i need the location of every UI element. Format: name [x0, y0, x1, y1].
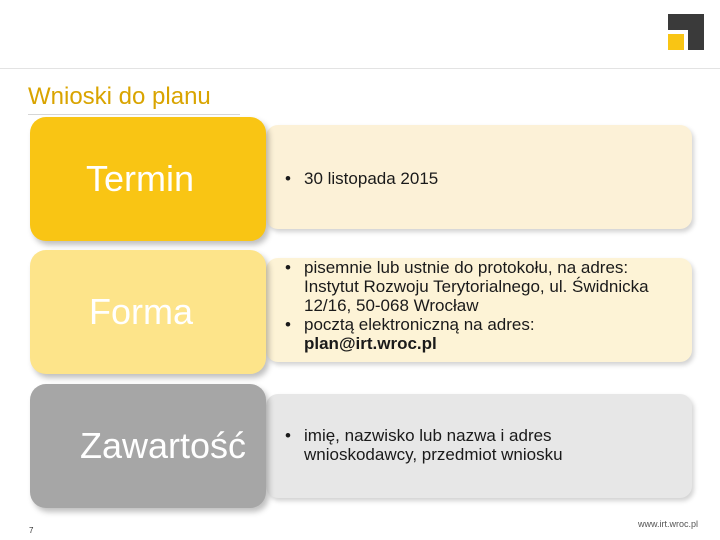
list-item: • pisemnie lub ustnie do protokołu, na adres: Instytut Rozwoju Terytorialnego, ul. Świdnicka 12/16, 50-068 Wrocław	[284, 258, 669, 315]
label-tile-forma	[30, 250, 266, 374]
bullet-list-zawartosc	[284, 426, 654, 464]
list-item: • imię, nazwisko lub nazwa i adres wnioskodawcy, przedmiot wniosku	[284, 426, 654, 464]
label-termin: Termin	[85, 158, 195, 199]
label-tile-zawartosc	[30, 384, 266, 508]
label-forma: Forma	[88, 291, 193, 332]
title-underline	[28, 114, 240, 115]
list-item: • 30 listopada 2015	[284, 169, 664, 188]
brand-logo-icon	[668, 14, 704, 50]
bullet-list-forma	[284, 258, 669, 353]
label-zawartosc: Zawartość	[79, 425, 247, 466]
slide-title: Wnioski do planu	[28, 83, 211, 110]
page-number: 7	[29, 526, 34, 535]
label-tile-termin	[30, 117, 266, 241]
email-address: plan@irt.wroc.pl	[304, 334, 437, 353]
bullet-list-termin	[284, 169, 664, 188]
footer-url: www.irt.wroc.pl	[637, 519, 698, 529]
header-divider	[0, 68, 720, 69]
list-item: • pocztą elektroniczną na adres: plan@irt.wroc.pl	[284, 315, 669, 353]
